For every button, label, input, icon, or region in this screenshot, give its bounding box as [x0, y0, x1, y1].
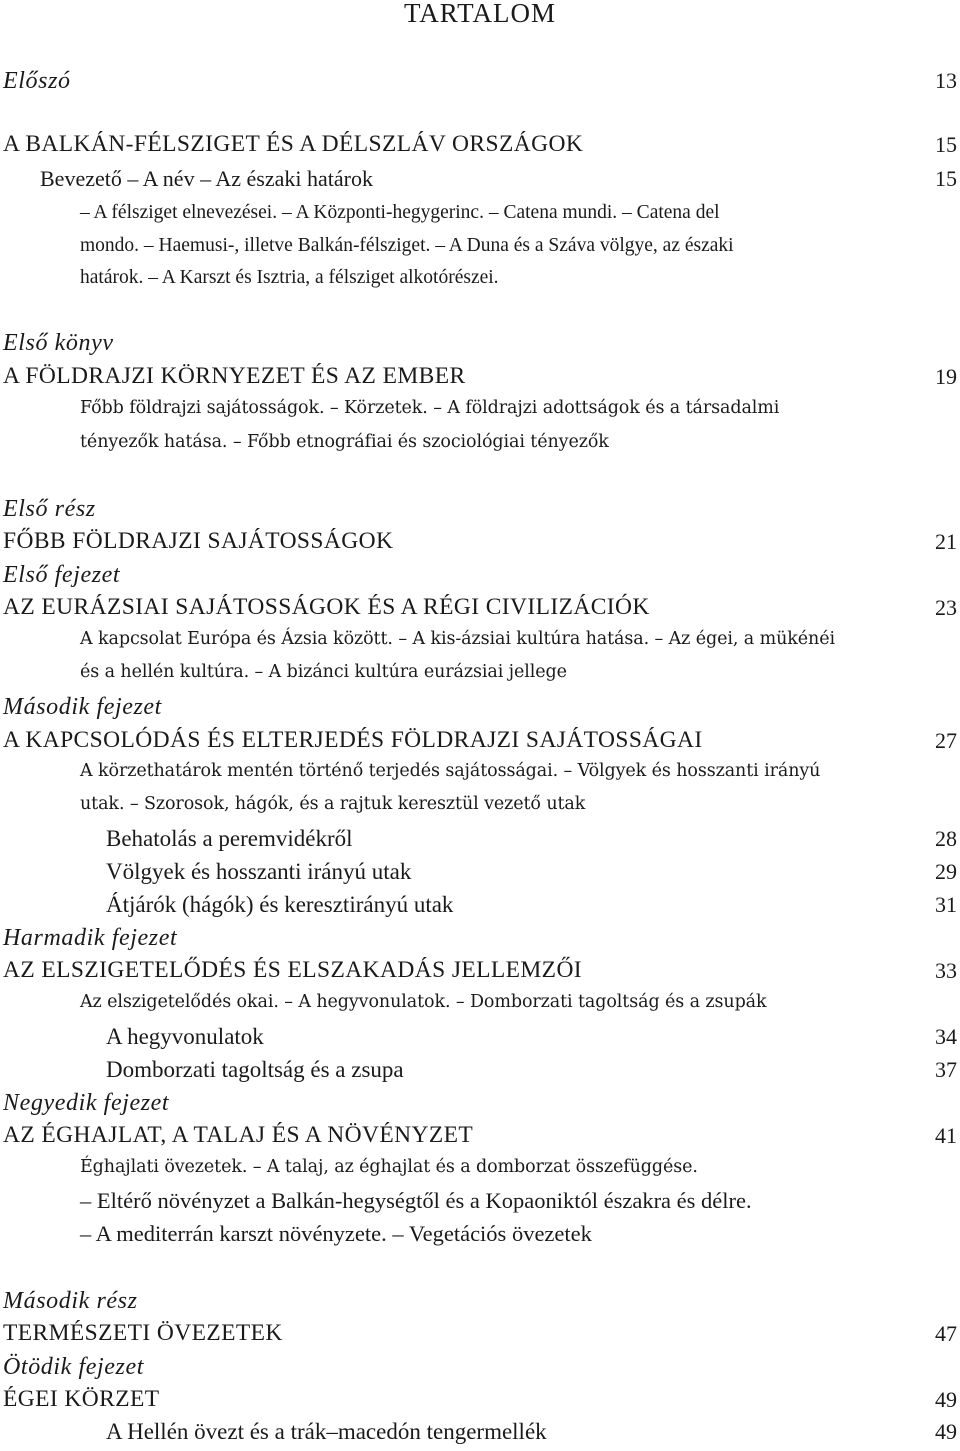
description-line: A körzethatárok mentén történő terjedés sajátosságai. – Völgyek és hosszanti irányú — [80, 761, 821, 781]
subsection-label: A hegyvonulatok — [106, 1024, 264, 1049]
description-line: utak. – Szorosok, hágók, és a rajtuk keresztül vezető utak — [80, 794, 586, 814]
subsection-label: Bevezető – A név – Az északi határok — [40, 166, 373, 191]
chapter-label: Negyedik fejezet — [3, 1090, 170, 1116]
page-number: 33 — [935, 958, 957, 983]
page-number: 31 — [935, 892, 957, 917]
description-line: Főbb földrajzi sajátosságok. – Körzetek. – A földrajzi adottságok és a társadalmi — [80, 398, 780, 418]
description-line: Éghajlati övezetek. – A talaj, az éghajlat és a domborzat összefüggése. — [80, 1157, 698, 1177]
page-number: 15 — [935, 132, 957, 157]
page-number: 23 — [935, 595, 957, 620]
section-heading: A BALKÁN-FÉLSZIGET ÉS A DÉLSZLÁV ORSZÁGOK — [3, 131, 584, 157]
page-number: 27 — [935, 728, 957, 753]
page-number: 21 — [935, 529, 957, 554]
subsection-label: Völgyek és hosszanti irányú utak — [106, 859, 412, 884]
page-number: 49 — [935, 1419, 957, 1444]
section-heading: TERMÉSZETI ÖVEZETEK — [3, 1320, 283, 1346]
chapter-label: Első fejezet — [3, 562, 121, 588]
section-heading: ÉGEI KÖRZET — [3, 1386, 160, 1412]
description-line: Az elszigetelődés okai. – A hegyvonulatok. – Domborzati tagoltság és a zsupák — [80, 992, 767, 1012]
section-heading: AZ EURÁZSIAI SAJÁTOSSÁGOK ÉS A RÉGI CIVILIZÁCIÓK — [3, 594, 650, 620]
subsection-label: Domborzati tagoltság és a zsupa — [106, 1057, 404, 1082]
page-title: TARTALOM — [403, 0, 557, 28]
section-heading: AZ ÉGHAJLAT, A TALAJ ÉS A NÖVÉNYZET — [3, 1122, 474, 1148]
section-heading: A FÖLDRAJZI KÖRNYEZET ÉS AZ EMBER — [3, 363, 466, 389]
description-line: – Eltérő növényzet a Balkán-hegységtől és a Kopaoniktól északra és délre. — [80, 1188, 752, 1213]
page-number: 19 — [935, 364, 957, 389]
page-number: 34 — [935, 1024, 957, 1049]
part-label: Első rész — [3, 496, 96, 522]
chapter-label: Ötödik fejezet — [3, 1354, 145, 1380]
section-heading: AZ ELSZIGETELŐDÉS ÉS ELSZAKADÁS JELLEMZŐI — [3, 957, 583, 983]
page-number: 47 — [935, 1321, 957, 1346]
section-heading: A KAPCSOLÓDÁS ÉS ELTERJEDÉS FÖLDRAJZI SAJÁTOSSÁGAI — [3, 727, 703, 753]
description-line: határok. – A Karszt és Isztria, a félsziget alkotórészei. — [80, 267, 499, 288]
page-number: 37 — [935, 1057, 957, 1082]
book-label: Első könyv — [3, 330, 114, 356]
page-number: 13 — [935, 68, 957, 93]
description-line: tényezők hatása. – Főbb etnográfiai és szociológiai tényezők — [80, 432, 609, 452]
subsection-label: Átjárók (hágók) és keresztirányú utak — [106, 892, 454, 917]
chapter-label: Harmadik fejezet — [3, 925, 178, 951]
page-number: 49 — [935, 1387, 957, 1412]
page-number: 29 — [935, 859, 957, 884]
section-heading: FŐBB FÖLDRAJZI SAJÁTOSSÁGOK — [3, 528, 394, 554]
description-line: – A félsziget elnevezései. – A Központi-hegygerinc. – Catena mundi. – Catena del — [80, 202, 720, 223]
page-number: 15 — [935, 166, 957, 191]
subsection-label: A Hellén övezt és a trák–macedón tengermellék — [106, 1419, 547, 1444]
page-number: 41 — [935, 1123, 957, 1148]
page-number: 28 — [935, 826, 957, 851]
entry-label: Előszó — [3, 68, 71, 94]
description-line: mondo. – Haemusi-, illetve Balkán-félsziget. – A Duna és a Száva völgye, az északi — [80, 235, 734, 256]
description-line: A kapcsolat Európa és Ázsia között. – A kis-ázsiai kultúra hatása. – Az égei, a mükénéi — [80, 629, 835, 649]
subsection-label: Behatolás a peremvidékről — [106, 826, 353, 851]
description-line: és a hellén kultúra. – A bizánci kultúra eurázsiai jellege — [80, 662, 567, 682]
chapter-label: Második fejezet — [3, 694, 162, 720]
description-line: – A mediterrán karszt növényzete. – Vegetációs övezetek — [80, 1221, 592, 1246]
part-label: Második rész — [3, 1288, 138, 1314]
